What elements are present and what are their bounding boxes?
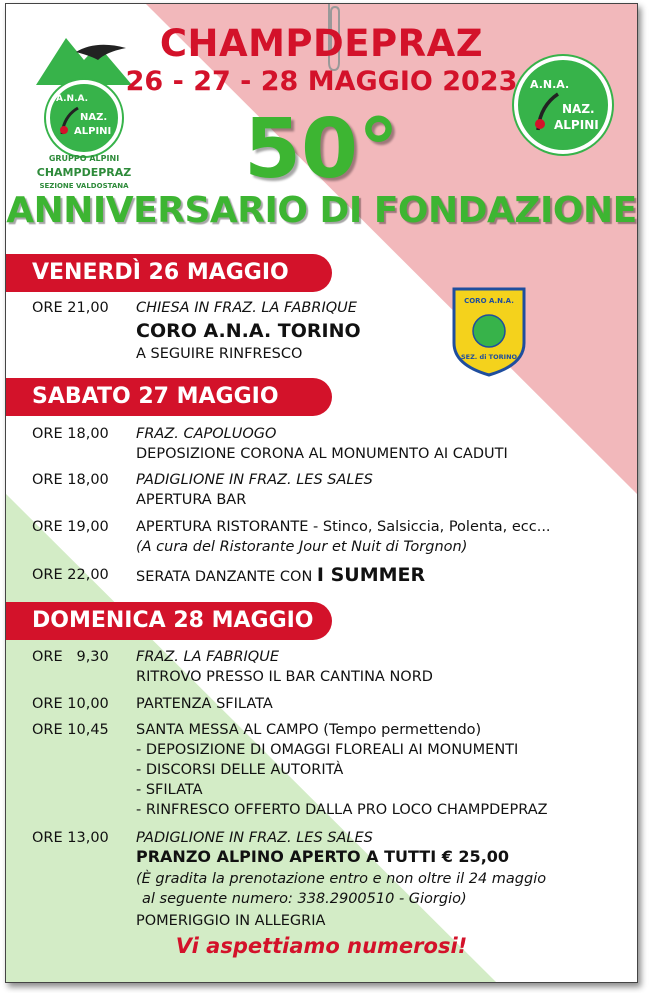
logo-line3: SEZIONE VALDOSTANA	[39, 182, 129, 190]
poster	[5, 3, 638, 983]
event-time: ORE 21,00	[32, 300, 109, 316]
naz-text: NAZ.	[80, 112, 108, 123]
event-note: (È gradita la prenotazione entro e non oltre il 24 maggio	[136, 871, 547, 887]
event-location: FRAZ. CAPOLUOGO	[136, 426, 277, 442]
event-time: ORE 9,30	[32, 649, 109, 665]
event-row	[32, 720, 632, 822]
event-time: ORE 22,00	[32, 567, 109, 583]
event-note: POMERIGGIO IN ALLEGRIA	[136, 913, 326, 929]
event-row	[32, 470, 632, 510]
anniversary-title: ANNIVERSARIO DI FONDAZIONE	[6, 190, 637, 231]
coro-badge	[452, 287, 526, 377]
day-header-friday: VENERDÌ 26 MAGGIO	[6, 254, 332, 292]
event-time: ORE 10,45	[32, 722, 109, 738]
event-location: CHIESA IN FRAZ. LA FABRIQUE	[136, 300, 357, 316]
event-location: PADIGLIONE IN FRAZ. LES SALES	[136, 830, 373, 846]
event-title: APERTURA BAR	[136, 492, 247, 508]
logo-line1: GRUPPO ALPINI	[48, 154, 120, 163]
list-item: - SFILATA	[136, 782, 203, 798]
event-time: ORE 10,00	[32, 696, 109, 712]
list-item: - DISCORSI DELLE AUTORITÀ	[136, 762, 344, 778]
coro-badge-top: CORO A.N.A.	[464, 297, 514, 305]
naz-text: NAZ.	[562, 102, 595, 116]
event-note: al seguente numero: 338.2900510 - Giorgio)	[142, 891, 467, 907]
event-time: ORE 18,00	[32, 472, 109, 488]
event-title: CORO A.N.A. TORINO	[136, 320, 361, 342]
coro-badge-bottom: SEZ. di TORINO	[460, 353, 518, 361]
ana-text: A.N.A.	[56, 94, 89, 104]
alpini-text: ALPINI	[554, 118, 599, 132]
event-row	[32, 298, 452, 360]
event-title: PARTENZA SFILATA	[136, 696, 273, 712]
event-row	[32, 517, 632, 557]
event-row	[32, 647, 632, 687]
alpini-text: ALPINI	[74, 126, 112, 137]
ana-text: A.N.A.	[530, 78, 570, 91]
anniversary-number: 50°	[243, 102, 400, 197]
event-location: PADIGLIONE IN FRAZ. LES SALES	[136, 472, 373, 488]
event-title: RITROVO PRESSO IL BAR CANTINA NORD	[136, 669, 433, 685]
event-location: FRAZ. LA FABRIQUE	[136, 649, 279, 665]
event-row	[32, 828, 632, 932]
event-row	[32, 424, 632, 464]
day-header-saturday: SABATO 27 MAGGIO	[6, 378, 332, 416]
closing-message: Vi aspettiamo numerosi!	[175, 934, 468, 958]
event-time: ORE 18,00	[32, 426, 109, 442]
event-note: (A cura del Ristorante Jour et Nuit di Torgnon)	[136, 539, 468, 555]
event-row	[32, 562, 632, 588]
event-title: DEPOSIZIONE CORONA AL MONUMENTO AI CADUTI	[136, 446, 508, 462]
event-note: A SEGUIRE RINFRESCO	[136, 346, 303, 362]
event-time: ORE 13,00	[32, 830, 109, 846]
event-row	[32, 694, 632, 714]
event-title: APERTURA RISTORANTE - Stinco, Salsiccia, Polenta, ecc...	[136, 519, 551, 535]
event-title: PRANZO ALPINO APERTO A TUTTI € 25,00	[136, 847, 510, 866]
band-name: I SUMMER	[316, 564, 426, 586]
town-title: CHAMPDEPRAZ	[159, 22, 484, 65]
event-title	[136, 562, 636, 590]
event-title: SANTA MESSA AL CAMPO (Tempo permettendo)	[136, 722, 482, 738]
event-time: ORE 19,00	[32, 519, 109, 535]
event-title-text: SERATA DANZANTE CON	[136, 569, 313, 585]
list-item: - DEPOSIZIONE DI OMAGGI FLOREALI AI MONUMENTI	[136, 742, 519, 758]
event-dates: 26 - 27 - 28 MAGGIO 2023	[125, 66, 518, 97]
day-header-sunday: DOMENICA 28 MAGGIO	[6, 602, 332, 640]
list-item: - RINFRESCO OFFERTO DALLA PRO LOCO CHAMPDEPRAZ	[136, 802, 548, 818]
logo-line2: CHAMPDEPRAZ	[36, 166, 132, 179]
